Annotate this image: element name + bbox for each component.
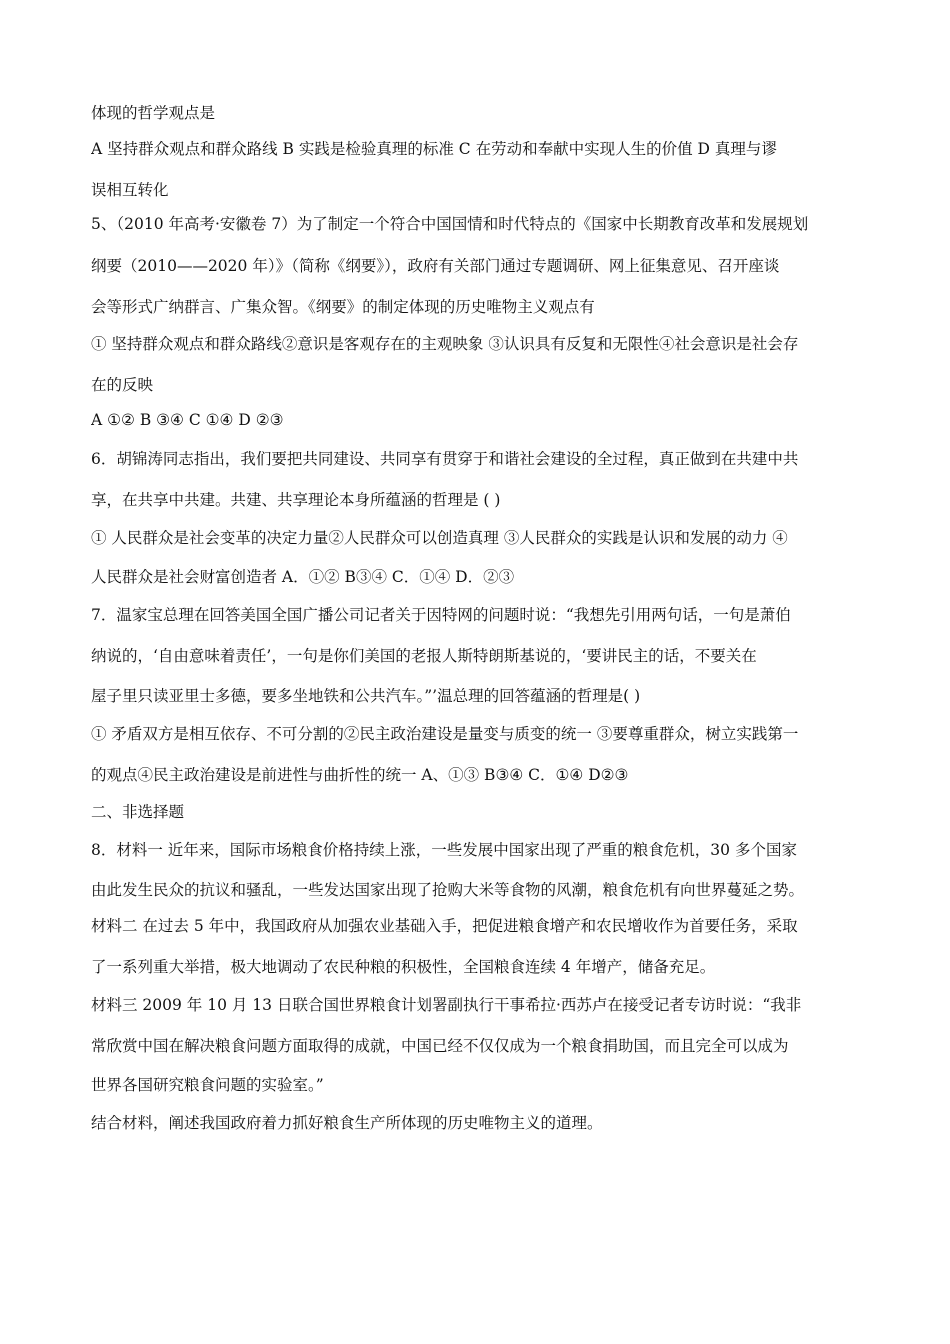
text-line: 由此发生民众的抗议和骚乱，一些发达国家出现了抢购大米等食物的风潮，粮食危机有向世界蔓延之势。 (91, 881, 805, 899)
question-8-line: 8．材料一 近年来，国际市场粮食价格持续上涨，一些发展中国家出现了严重的粮食危机，30 多个国家 (91, 841, 797, 859)
question-prompt-line: 结合材料，阐述我国政府着力抓好粮食生产所体现的历史唯物主义的道理。 (91, 1114, 603, 1132)
question-7-line: 7．温家宝总理在回答美国全国广播公司记者关于因特网的问题时说：“我想先引用两句话，一句是萧伯 (91, 606, 791, 624)
statement-options-line: ① 坚持群众观点和群众路线②意识是客观存在的主观映象 ③认识具有反复和无限性④社会意识是社会存 (91, 335, 799, 353)
text-line: 体现的哲学观点是 (91, 104, 216, 122)
text-line: 世界各国研究粮食问题的实验室。” (91, 1076, 324, 1094)
question-5-line: 5、（2010 年高考·安徽卷 7）为了制定一个符合中国国情和时代特点的《国家中长期教育改革和发展规划 (91, 215, 809, 233)
answer-options-line: A ①② B ③④ C ①④ D ②③ (91, 411, 284, 429)
text-line: 享，在共享中共建。共建、共享理论本身所蕴涵的哲理是 ( ) (91, 491, 501, 509)
material-3-line: 材料三 2009 年 10 月 13 日联合国世界粮食计划署副执行干事希拉·西苏卢在接受记者专访时说：“我非 (91, 996, 802, 1014)
text-line: 屋子里只读亚里士多德，要多坐地铁和公共汽车。”’温总理的回答蕴涵的哲理是( ) (91, 687, 641, 705)
statement-options-line: ① 矛盾双方是相互依存、不可分割的②民主政治建设是量变与质变的统一 ③要尊重群众，树立实践第一 (91, 725, 799, 743)
text-line: 常欣赏中国在解决粮食问题方面取得的成就，中国已经不仅仅成为一个粮食捐助国，而且完全可以成为 (91, 1037, 789, 1055)
text-line: 误相互转化 (91, 181, 169, 199)
text-line: 纲要（2010——2020 年）》（简称《纲要》），政府有关部门通过专题调研、网上征集意见、召开座谈 (91, 257, 780, 275)
text-line: 会等形式广纳群言、广集众智。《纲要》的制定体现的历史唯物主义观点有 (91, 298, 595, 316)
answer-options-line: A 坚持群众观点和群众路线 B 实践是检验真理的标准 C 在劳动和奉献中实现人生的价值 D 真理与谬 (91, 140, 777, 158)
text-line: 纳说的，‘自由意味着责任’，一句是你们美国的老报人斯特朗斯基说的，‘要讲民主的话，不要关在 (91, 647, 757, 665)
text-line: 在的反映 (91, 376, 154, 394)
statement-options-line: ① 人民群众是社会变革的决定力量②人民群众可以创造真理 ③人民群众的实践是认识和发展的动力 ④ (91, 529, 788, 547)
material-2-line: 材料二 在过去 5 年中，我国政府从加强农业基础入手，把促进粮食增产和农民增收作为首要任务，采取 (91, 917, 798, 935)
answer-options-line: 的观点④民主政治建设是前进性与曲折性的统一 A、①③ B③④ C．①④ D②③ (91, 766, 629, 784)
answer-options-line: 人民群众是社会财富创造者 A．①② B③④ C．①④ D．②③ (91, 568, 515, 586)
question-6-line: 6．胡锦涛同志指出，我们要把共同建设、共同享有贯穿于和谐社会建设的全过程，真正做到在共建中共 (91, 450, 799, 468)
section-heading: 二、非选择题 (91, 803, 185, 821)
text-line: 了一系列重大举措，极大地调动了农民种粮的积极性，全国粮食连续 4 年增产，储备充足。 (91, 958, 716, 976)
